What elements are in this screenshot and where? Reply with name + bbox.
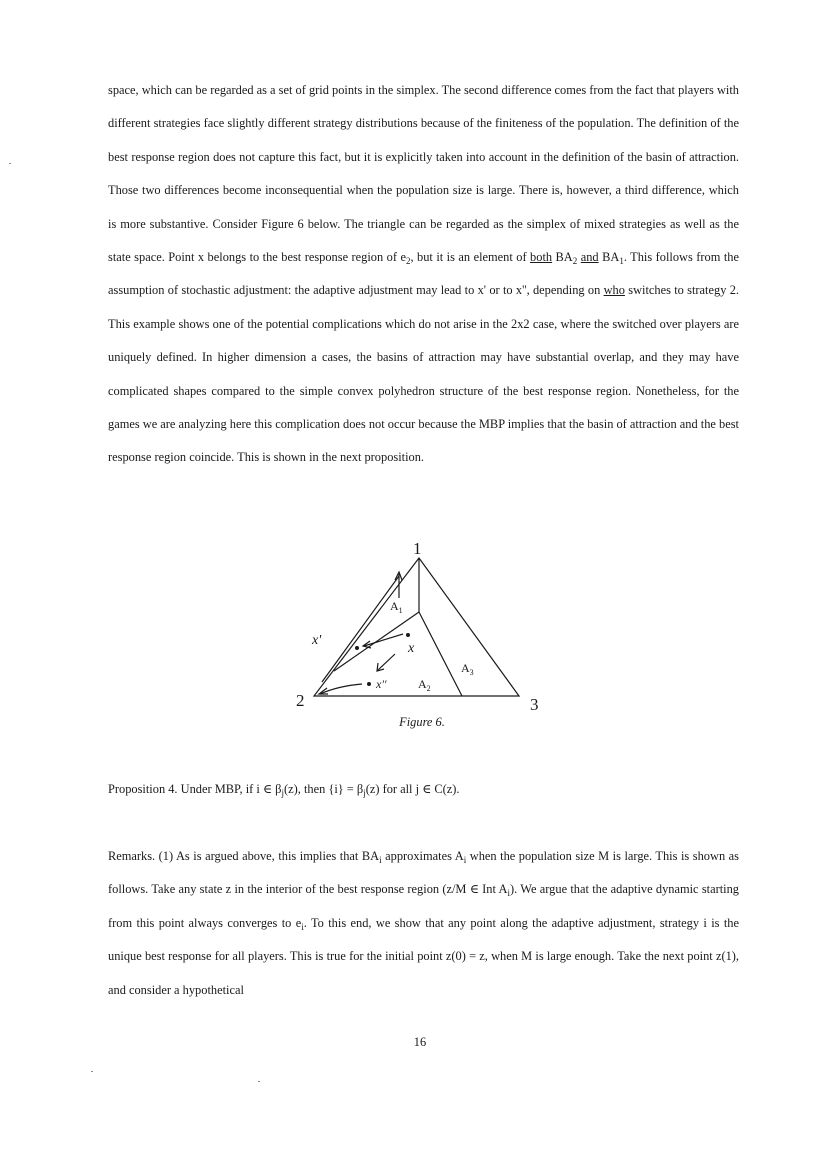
point-x <box>406 633 410 637</box>
proposition-label: Proposition 4. <box>108 782 178 796</box>
vertex-label-3: 3 <box>530 695 539 714</box>
point-label-xprime: x' <box>312 633 322 648</box>
proposition-4: Proposition 4. Under MBP, if i ∈ $\beta_j(z)$, then $\{i\} = \beta_j(z)$ for all j ∈ C(z). <box>108 782 460 798</box>
point-label-xdouble: x'' <box>376 677 387 691</box>
region-label-a3: $A_3$ <box>461 661 474 677</box>
underlined-who: who <box>603 283 625 298</box>
simplex-diagram <box>290 538 550 714</box>
vertex-label-1: 1 <box>413 539 422 558</box>
point-xprime <box>355 646 359 650</box>
region-boundary-left <box>322 576 399 682</box>
vertex-label-2: 2 <box>296 691 305 710</box>
region-label-a2: $A_2$ <box>418 677 431 693</box>
scan-speck <box>258 1081 260 1082</box>
body-paragraph-1: space, which can be regarded as a set of grid points in the simplex. The second difference comes from the fact that players with different strategies face slightly different strategy distributions because of the finiteness of the population. The definition of the best response region does not capture this fact, but it is explicitly taken into account in the definition of the basin of attraction. Those two differences become inconsequential when the population size is large. There is, however, a third difference, which is more substantive. Consider Figure 6 below. The triangle can be regarded as the simplex of mixed strategies as well as the state space. Point x belongs to the best response region of $e_2$, but it is an element of both $BA_2$ and $BA_1$. This follows from the assumption of stochastic adjustment: the adaptive adjustment may lead to x' or to x'', depending on who switches to strategy 2. This example shows one of the potential complications which do not arise in the 2x2 case, where the switched over players are uniquely defined. In higher dimension a cases, the basins of attraction may have substantial overlap, and they may have complicated shapes compared to the simple convex polyhedron structure of the best response region. Nonetheless, for the games we are analyzing here this complication does not occur because the MBP implies that the basin of attraction and the best response region coincide. This is shown in the next proposition. <box>108 83 739 465</box>
page-number: 16 <box>413 1035 427 1049</box>
point-label-x: x <box>408 641 415 656</box>
underlined-and: and <box>580 250 599 265</box>
adjustment-arrow-xdouble <box>378 654 395 670</box>
remarks-paragraph: Remarks. (1) As is argued above, this implies that $BA_i$ approximates $A_i$ when the population size M is large. This is shown as follows. Take any state z in the interior of the best response region (z/M ∈ Int $A_i$). We argue that the adaptive dynamic starting from this point always converges to $e_i$. To this end, we show that any point along the adaptive adjustment, strategy i is the unique best response for all players. This is true for the initial point z(0) = z, when M is large enough. Take the next point z(1), and consider a hypothetical <box>108 849 739 997</box>
scan-speck <box>91 1071 93 1072</box>
figure-caption: Figure 6. <box>399 715 445 729</box>
simplex-figure <box>290 538 550 714</box>
adjustment-arrow-xprime <box>364 634 403 646</box>
scan-speck <box>9 163 11 164</box>
region-boundary <box>334 558 462 696</box>
triangle-outline <box>314 558 519 696</box>
point-xdouble <box>367 682 371 686</box>
region-label-a1: $A_1$ <box>390 599 403 615</box>
underlined-both: both <box>530 250 553 265</box>
